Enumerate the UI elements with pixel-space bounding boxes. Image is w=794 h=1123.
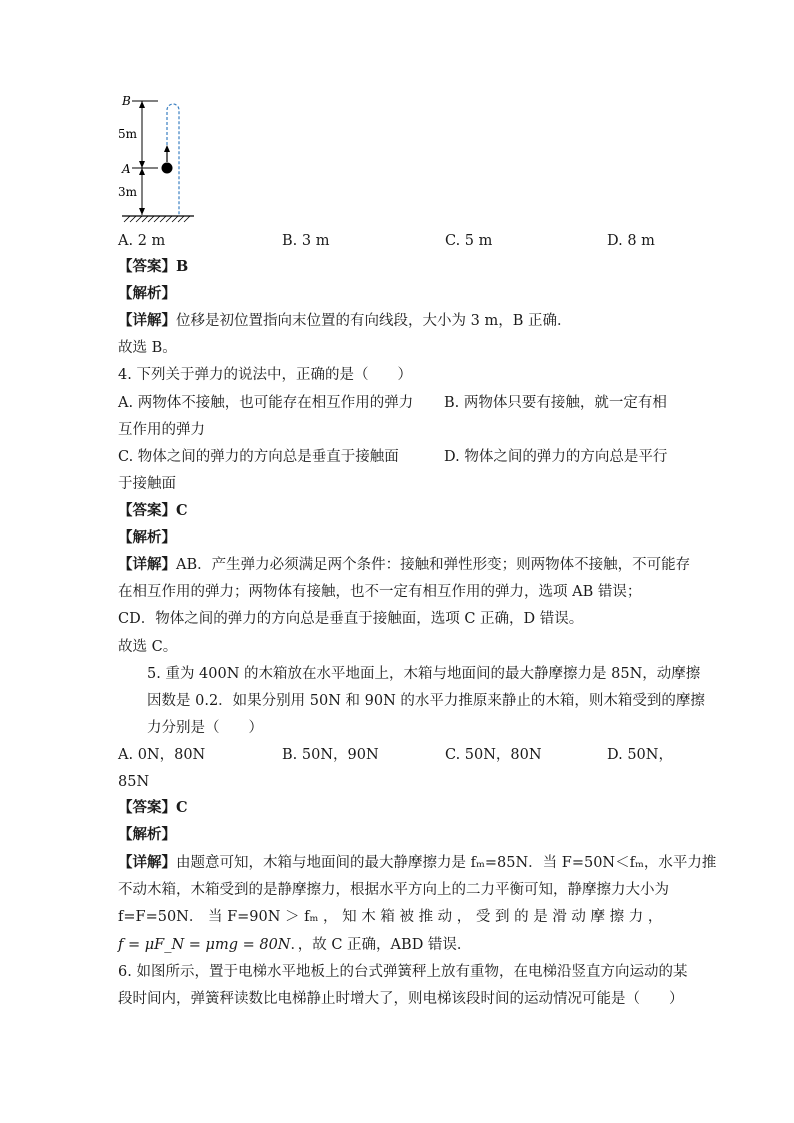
- q4-analysis: 【解析】: [118, 529, 176, 546]
- q5-option-d-cont: 85N: [118, 774, 150, 790]
- q4-answer: 【答案】C: [118, 502, 188, 519]
- q5-option-a: A. 0N，80N: [118, 747, 206, 763]
- q3-option-a: A. 2 m: [118, 233, 166, 249]
- q4-option-d-cont: 于接触面: [118, 476, 176, 492]
- q4-detail-3: CD．物体之间的弹力的方向总是垂直于接触面，选项 C 正确，D 错误。: [118, 611, 584, 627]
- q4-detail-tag: 【详解】: [118, 556, 176, 573]
- q5-detail-tag: 【详解】: [118, 854, 176, 871]
- q3-analysis: 【解析】: [118, 285, 176, 302]
- q5-option-b: B. 50N，90N: [282, 747, 379, 763]
- displacement-figure: [112, 88, 202, 230]
- q4-option-b: B. 两物体只要有接触，就一定有相: [444, 395, 667, 411]
- q5-stem-2: 因数是 0.2．如果分别用 50N 和 90N 的水平力推原来静止的木箱，则木箱受到的摩擦: [147, 693, 705, 709]
- q5-detail-2: 不动木箱，木箱受到的是静摩擦力，根据水平方向上的二力平衡可知，静摩擦力大小为: [118, 882, 669, 898]
- q5-formula: f = μF_N = μmg = 80N: [118, 937, 291, 953]
- q4-choose: 故选 C。: [118, 639, 178, 655]
- q4-stem: 4. 下列关于弹力的说法中，正确的是（ ）: [118, 367, 412, 383]
- q3-option-b: B. 3 m: [282, 233, 330, 249]
- label-b: B: [122, 94, 131, 108]
- q5-detail-1: [118, 853, 716, 873]
- q6-stem-1: 6. 如图所示，置于电梯水平地板上的台式弹簧秤上放有重物，在电梯沿竖直方向运动的某: [118, 964, 688, 980]
- q5-option-c: C. 50N，80N: [445, 747, 542, 763]
- q4-detail-2: 在相互作用的弹力；两物体有接触，也不一定有相互作用的弹力，选项 AB 错误；: [118, 584, 642, 600]
- q4-option-d: D. 物体之间的弹力的方向总是平行: [444, 449, 668, 465]
- q5-detail-3: f=F=50N． 当 F=90N ＞ fₘ ， 知 木 箱 被 推 动 ， 受 到 的 是 滑 动 摩 擦 力 ，: [118, 909, 663, 925]
- q5-detail-text-1: 由题意可知，木箱与地面间的最大静摩擦力是 fₘ=85N．当 F=50N＜fₘ，水平力推: [176, 855, 717, 871]
- q3-detail: [118, 311, 571, 331]
- q4-option-c: C. 物体之间的弹力的方向总是垂直于接触面: [118, 449, 399, 465]
- q3-detail-tag: 【详解】: [118, 312, 176, 329]
- q5-detail-text-4: ．，故 C 正确，ABD 错误．: [290, 937, 472, 953]
- q4-detail-1: [118, 555, 690, 575]
- label-5m: 5m: [118, 127, 138, 141]
- q3-answer: 【答案】B: [118, 258, 189, 275]
- label-3m: 3m: [118, 185, 138, 199]
- q4-detail-text-1: AB．产生弹力必须满足两个条件：接触和弹性形变；则两物体不接触，不可能存: [176, 557, 691, 573]
- ball: [162, 163, 173, 174]
- q6-stem-2: 段时间内，弹簧秤读数比电梯静止时增大了，则电梯该段时间的运动情况可能是（ ）: [118, 991, 684, 1007]
- q3-option-c: C. 5 m: [445, 233, 493, 249]
- q3-choose: 故选 B。: [118, 340, 177, 356]
- label-a: A: [122, 162, 131, 176]
- q4-option-b-cont: 互作用的弹力: [118, 422, 205, 438]
- q5-option-d: D. 50N，: [607, 747, 673, 763]
- q5-stem-1: 5. 重为 400N 的木箱放在水平地面上，木箱与地面间的最大静摩擦力是 85N，动摩擦: [147, 666, 701, 682]
- q5-detail-4-row: [118, 935, 471, 955]
- q5-answer: 【答案】C: [118, 799, 188, 816]
- q5-analysis: 【解析】: [118, 826, 176, 843]
- q3-option-d: D. 8 m: [607, 233, 655, 249]
- q5-stem-3: 力分别是（ ）: [147, 720, 263, 736]
- q4-option-a: A. 两物体不接触，也可能存在相互作用的弹力: [118, 395, 414, 411]
- q3-detail-text: 位移是初位置指向末位置的有向线段，大小为 3 m，B 正确．: [176, 313, 572, 329]
